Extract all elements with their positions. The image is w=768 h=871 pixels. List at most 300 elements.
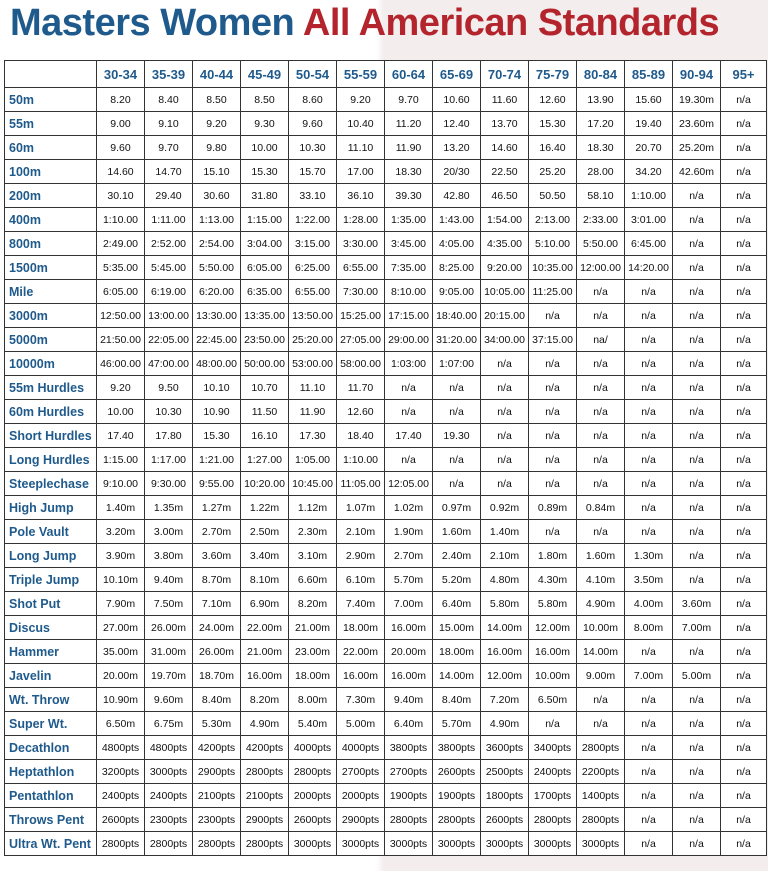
standard-cell: 1:10.00 — [337, 448, 385, 472]
standard-cell: 9:30.00 — [145, 472, 193, 496]
standard-cell: 9.40m — [385, 688, 433, 712]
event-name: Super Wt. — [5, 712, 97, 736]
standard-cell: n/a — [721, 592, 767, 616]
standard-cell: 10.70 — [241, 376, 289, 400]
standard-cell: 2800pts — [289, 760, 337, 784]
standard-cell: 19.30m — [673, 88, 721, 112]
standard-cell: n/a — [433, 376, 481, 400]
standard-cell: 2600pts — [481, 808, 529, 832]
standard-cell: 31.80 — [241, 184, 289, 208]
standard-cell: n/a — [625, 376, 673, 400]
standard-cell: 9.20 — [97, 376, 145, 400]
age-group-header: 75-79 — [529, 61, 577, 88]
standard-cell: 7.30m — [337, 688, 385, 712]
standard-cell: n/a — [673, 784, 721, 808]
standard-cell: 24.00m — [193, 616, 241, 640]
standard-cell: n/a — [673, 640, 721, 664]
standard-cell: 5:50.00 — [577, 232, 625, 256]
standard-cell: n/a — [673, 328, 721, 352]
standard-cell: 9:05.00 — [433, 280, 481, 304]
standard-cell: n/a — [721, 88, 767, 112]
standard-cell: 50:00.00 — [241, 352, 289, 376]
event-name: 1500m — [5, 256, 97, 280]
standard-cell: 29:00.00 — [385, 328, 433, 352]
standard-cell: 2100pts — [193, 784, 241, 808]
standard-cell: 7.00m — [625, 664, 673, 688]
standard-cell: 5.00m — [673, 664, 721, 688]
standard-cell: 3.20m — [97, 520, 145, 544]
standard-cell: 20/30 — [433, 160, 481, 184]
table-row — [5, 808, 767, 832]
standard-cell: 3800pts — [433, 736, 481, 760]
standard-cell: n/a — [577, 688, 625, 712]
table-row — [5, 280, 767, 304]
event-name: Wt. Throw — [5, 688, 97, 712]
standard-cell: n/a — [529, 712, 577, 736]
standard-cell: n/a — [577, 304, 625, 328]
standard-cell: 1.22m — [241, 496, 289, 520]
standard-cell: 8.60 — [289, 88, 337, 112]
standard-cell: n/a — [721, 808, 767, 832]
standard-cell: 27.00m — [97, 616, 145, 640]
standard-cell: 28.00 — [577, 160, 625, 184]
standard-cell: 22.50 — [481, 160, 529, 184]
standard-cell: 14.00m — [577, 640, 625, 664]
standard-cell: n/a — [481, 424, 529, 448]
standard-cell: 14:20.00 — [625, 256, 673, 280]
standard-cell: 13.90 — [577, 88, 625, 112]
standard-cell: n/a — [529, 400, 577, 424]
event-name: 10000m — [5, 352, 97, 376]
standard-cell: n/a — [721, 688, 767, 712]
standard-cell: 4200pts — [193, 736, 241, 760]
standard-cell: n/a — [385, 376, 433, 400]
standard-cell: 31:20.00 — [433, 328, 481, 352]
standard-cell: 8.40m — [193, 688, 241, 712]
standard-cell: 1:35.00 — [385, 208, 433, 232]
title-part-red: All American Standards — [302, 2, 720, 44]
standard-cell: n/a — [625, 640, 673, 664]
standard-cell: 10.30 — [289, 136, 337, 160]
standard-cell: n/a — [625, 832, 673, 856]
standard-cell: n/a — [673, 424, 721, 448]
standard-cell: 2600pts — [433, 760, 481, 784]
standard-cell: 12.00m — [529, 616, 577, 640]
standard-cell: 2800pts — [529, 808, 577, 832]
standard-cell: 8:25.00 — [433, 256, 481, 280]
standard-cell: 5.20m — [433, 568, 481, 592]
standard-cell: n/a — [721, 472, 767, 496]
standard-cell: 5.80m — [481, 592, 529, 616]
standard-cell: 11.10 — [337, 136, 385, 160]
age-group-header: 30-34 — [97, 61, 145, 88]
standard-cell: 17:15.00 — [385, 304, 433, 328]
standard-cell: n/a — [721, 400, 767, 424]
standard-cell: 3.50m — [625, 568, 673, 592]
standard-cell: 0.97m — [433, 496, 481, 520]
standard-cell: 10.90m — [97, 688, 145, 712]
standard-cell: 9.80 — [193, 136, 241, 160]
standard-cell: 6:19.00 — [145, 280, 193, 304]
standard-cell: 11.50 — [241, 400, 289, 424]
table-row — [5, 112, 767, 136]
standard-cell: 50.50 — [529, 184, 577, 208]
standard-cell: n/a — [721, 256, 767, 280]
standard-cell: n/a — [625, 784, 673, 808]
event-name: 55m Hurdles — [5, 376, 97, 400]
table-row — [5, 304, 767, 328]
standard-cell: 25.20m — [673, 136, 721, 160]
standard-cell: 25:20.00 — [289, 328, 337, 352]
standard-cell: 15.30 — [193, 424, 241, 448]
standard-cell: 2.70m — [193, 520, 241, 544]
standard-cell: n/a — [673, 256, 721, 280]
standard-cell: 8.20m — [289, 592, 337, 616]
standard-cell: 10:45.00 — [289, 472, 337, 496]
standard-cell: 6:55.00 — [289, 280, 337, 304]
standard-cell: 22.00m — [337, 640, 385, 664]
standard-cell: 18:40.00 — [433, 304, 481, 328]
standard-cell: 1:15.00 — [97, 448, 145, 472]
age-group-header: 50-54 — [289, 61, 337, 88]
standard-cell: 4800pts — [145, 736, 193, 760]
standard-cell: 2.30m — [289, 520, 337, 544]
standard-cell: 34:00.00 — [481, 328, 529, 352]
standard-cell: 5:35.00 — [97, 256, 145, 280]
standard-cell: 7.00m — [385, 592, 433, 616]
standard-cell: 9.70 — [145, 136, 193, 160]
standard-cell: n/a — [673, 808, 721, 832]
table-row — [5, 208, 767, 232]
standard-cell: 20.70 — [625, 136, 673, 160]
standard-cell: 3200pts — [97, 760, 145, 784]
standard-cell: 2:52.00 — [145, 232, 193, 256]
standard-cell: n/a — [721, 136, 767, 160]
standard-cell: n/a — [673, 760, 721, 784]
standard-cell: n/a — [673, 208, 721, 232]
standard-cell: 9.70 — [385, 88, 433, 112]
event-name: Triple Jump — [5, 568, 97, 592]
standard-cell: 1.40m — [97, 496, 145, 520]
standard-cell: 16.40 — [529, 136, 577, 160]
standard-cell: 4.90m — [577, 592, 625, 616]
standard-cell: n/a — [721, 832, 767, 856]
standard-cell: 16.00m — [385, 616, 433, 640]
standard-cell: 3000pts — [577, 832, 625, 856]
table-row — [5, 616, 767, 640]
standard-cell: n/a — [673, 352, 721, 376]
standard-cell: n/a — [577, 376, 625, 400]
standard-cell: 3.00m — [145, 520, 193, 544]
standard-cell: n/a — [625, 688, 673, 712]
event-name: 50m — [5, 88, 97, 112]
table-row — [5, 568, 767, 592]
standard-cell: 1:27.00 — [241, 448, 289, 472]
table-row — [5, 472, 767, 496]
table-row — [5, 520, 767, 544]
standard-cell: n/a — [673, 736, 721, 760]
standard-cell: 3600pts — [481, 736, 529, 760]
standard-cell: 14.60 — [481, 136, 529, 160]
standard-cell: n/a — [625, 424, 673, 448]
header-row — [5, 61, 767, 88]
standard-cell: 1.90m — [385, 520, 433, 544]
table-row — [5, 136, 767, 160]
standard-cell: 47:00.00 — [145, 352, 193, 376]
standard-cell: n/a — [673, 448, 721, 472]
standard-cell: 12:50.00 — [97, 304, 145, 328]
standard-cell: n/a — [721, 496, 767, 520]
standard-cell: 3.10m — [289, 544, 337, 568]
event-name: Steeplechase — [5, 472, 97, 496]
standard-cell: n/a — [721, 232, 767, 256]
standard-cell: 13:00.00 — [145, 304, 193, 328]
standard-cell: 1400pts — [577, 784, 625, 808]
standard-cell: 9:55.00 — [193, 472, 241, 496]
standard-cell: 9.20 — [193, 112, 241, 136]
page-title — [0, 0, 768, 52]
table-row — [5, 256, 767, 280]
standard-cell: n/a — [721, 352, 767, 376]
standard-cell: 5:45.00 — [145, 256, 193, 280]
standard-cell: 11.10 — [289, 376, 337, 400]
standard-cell: 1700pts — [529, 784, 577, 808]
standard-cell: 4200pts — [241, 736, 289, 760]
standard-cell: 58.10 — [577, 184, 625, 208]
standard-cell: 18.30 — [385, 160, 433, 184]
standard-cell: n/a — [673, 280, 721, 304]
standard-cell: 2600pts — [289, 808, 337, 832]
standard-cell: 2:49.00 — [97, 232, 145, 256]
standard-cell: 14.00m — [481, 616, 529, 640]
table-row — [5, 424, 767, 448]
standard-cell: n/a — [385, 448, 433, 472]
standard-cell: 2000pts — [337, 784, 385, 808]
standard-cell: n/a — [673, 184, 721, 208]
standard-cell: n/a — [577, 280, 625, 304]
standard-cell: 12:05.00 — [385, 472, 433, 496]
standard-cell: 2300pts — [145, 808, 193, 832]
standard-cell: n/a — [673, 520, 721, 544]
standard-cell: 4:05.00 — [433, 232, 481, 256]
standard-cell: 4.90m — [241, 712, 289, 736]
standard-cell: n/a — [673, 232, 721, 256]
standard-cell: n/a — [625, 400, 673, 424]
standard-cell: n/a — [721, 424, 767, 448]
standard-cell: n/a — [673, 688, 721, 712]
title-part-blue: Masters Women — [10, 2, 295, 44]
event-name: Pentathlon — [5, 784, 97, 808]
standard-cell: 3800pts — [385, 736, 433, 760]
event-name: Mile — [5, 280, 97, 304]
standard-cell: 1:17.00 — [145, 448, 193, 472]
standard-cell: 15:25.00 — [337, 304, 385, 328]
standard-cell: n/a — [481, 448, 529, 472]
standard-cell: 5.70m — [385, 568, 433, 592]
standard-cell: n/a — [721, 784, 767, 808]
standard-cell: 14.70 — [145, 160, 193, 184]
standard-cell: 2700pts — [337, 760, 385, 784]
standard-cell: n/a — [625, 328, 673, 352]
event-name: Throws Pent — [5, 808, 97, 832]
standard-cell: 16.00m — [481, 640, 529, 664]
standard-cell: 5.70m — [433, 712, 481, 736]
standard-cell: 4:35.00 — [481, 232, 529, 256]
standard-cell: 10.10 — [193, 376, 241, 400]
standard-cell: n/a — [481, 472, 529, 496]
standard-cell: 10.00m — [529, 664, 577, 688]
standard-cell: n/a — [721, 376, 767, 400]
standard-cell: 4000pts — [337, 736, 385, 760]
standard-cell: n/a — [673, 712, 721, 736]
standard-cell: 58:00.00 — [337, 352, 385, 376]
standard-cell: 7.10m — [193, 592, 241, 616]
standard-cell: 8.10m — [241, 568, 289, 592]
standard-cell: n/a — [625, 448, 673, 472]
standard-cell: 3:01.00 — [625, 208, 673, 232]
standard-cell: 16.00m — [529, 640, 577, 664]
standard-cell: 1:22.00 — [289, 208, 337, 232]
age-group-header: 60-64 — [385, 61, 433, 88]
standard-cell: 17.80 — [145, 424, 193, 448]
standard-cell: 5.40m — [289, 712, 337, 736]
standard-cell: 1.12m — [289, 496, 337, 520]
standard-cell: 4.90m — [481, 712, 529, 736]
standard-cell: 11.90 — [289, 400, 337, 424]
standard-cell: 18.40 — [337, 424, 385, 448]
standard-cell: 10.40 — [337, 112, 385, 136]
event-name: 5000m — [5, 328, 97, 352]
standard-cell: n/a — [385, 400, 433, 424]
standard-cell: 2:54.00 — [193, 232, 241, 256]
standard-cell: 2:13.00 — [529, 208, 577, 232]
standard-cell: 3400pts — [529, 736, 577, 760]
standard-cell: n/a — [673, 376, 721, 400]
standard-cell: 10:20.00 — [241, 472, 289, 496]
standard-cell: n/a — [721, 736, 767, 760]
standard-cell: 22.00m — [241, 616, 289, 640]
standard-cell: 16.10 — [241, 424, 289, 448]
standard-cell: 1.07m — [337, 496, 385, 520]
standard-cell: n/a — [625, 520, 673, 544]
table-row — [5, 88, 767, 112]
standard-cell: 8.20m — [241, 688, 289, 712]
standard-cell: 11:25.00 — [529, 280, 577, 304]
standard-cell: 11:05.00 — [337, 472, 385, 496]
standard-cell: 4.80m — [481, 568, 529, 592]
standard-cell: 2.90m — [337, 544, 385, 568]
event-name: Ultra Wt. Pent — [5, 832, 97, 856]
standard-cell: 15.30 — [241, 160, 289, 184]
table-row — [5, 184, 767, 208]
standard-cell: 5.30m — [193, 712, 241, 736]
standard-cell: 2400pts — [145, 784, 193, 808]
standard-cell: 22:05.00 — [145, 328, 193, 352]
standard-cell: 2900pts — [337, 808, 385, 832]
standard-cell: na/ — [577, 328, 625, 352]
event-name: Short Hurdles — [5, 424, 97, 448]
standard-cell: 9.60 — [97, 136, 145, 160]
event-name: 55m — [5, 112, 97, 136]
standard-cell: 8:10.00 — [385, 280, 433, 304]
standard-cell: 46:00.00 — [97, 352, 145, 376]
standard-cell: 2100pts — [241, 784, 289, 808]
standard-cell: n/a — [625, 736, 673, 760]
standard-cell: n/a — [721, 112, 767, 136]
standard-cell: 17.40 — [97, 424, 145, 448]
standard-cell: 8.70m — [193, 568, 241, 592]
table-row — [5, 376, 767, 400]
standard-cell: 10:05.00 — [481, 280, 529, 304]
standard-cell: 18.70m — [193, 664, 241, 688]
standard-cell: 3:04.00 — [241, 232, 289, 256]
table-row — [5, 784, 767, 808]
age-group-header: 55-59 — [337, 61, 385, 88]
standard-cell: 2900pts — [241, 808, 289, 832]
table-row — [5, 352, 767, 376]
standard-cell: 2700pts — [385, 760, 433, 784]
standard-cell: 23.60m — [673, 112, 721, 136]
standard-cell: n/a — [721, 712, 767, 736]
standard-cell: 2800pts — [577, 736, 625, 760]
standard-cell: 2.70m — [385, 544, 433, 568]
standard-cell: 2900pts — [193, 760, 241, 784]
standard-cell: 8.00m — [625, 616, 673, 640]
standard-cell: n/a — [721, 184, 767, 208]
standard-cell: 16.00m — [241, 664, 289, 688]
standard-cell: 21.00m — [241, 640, 289, 664]
standard-cell: 0.84m — [577, 496, 625, 520]
standard-cell: n/a — [721, 616, 767, 640]
standard-cell: n/a — [625, 496, 673, 520]
standard-cell: n/a — [721, 208, 767, 232]
standard-cell: 53:00.00 — [289, 352, 337, 376]
standard-cell: 12.00m — [481, 664, 529, 688]
standard-cell: 19.30 — [433, 424, 481, 448]
standard-cell: 3.80m — [145, 544, 193, 568]
standard-cell: 42.60m — [673, 160, 721, 184]
standard-cell: 6.60m — [289, 568, 337, 592]
standard-cell: 10.90 — [193, 400, 241, 424]
standard-cell: 3000pts — [385, 832, 433, 856]
standard-cell: 10:35.00 — [529, 256, 577, 280]
standard-cell: 1.30m — [625, 544, 673, 568]
event-name: 100m — [5, 160, 97, 184]
age-group-header: 85-89 — [625, 61, 673, 88]
standard-cell: n/a — [625, 304, 673, 328]
table-row — [5, 640, 767, 664]
standard-cell: 20.00m — [97, 664, 145, 688]
standard-cell: 5.80m — [529, 592, 577, 616]
table-row — [5, 712, 767, 736]
table-row — [5, 832, 767, 856]
standard-cell: 3000pts — [481, 832, 529, 856]
standard-cell: 7.00m — [673, 616, 721, 640]
standard-cell: 10.00 — [241, 136, 289, 160]
standard-cell: 13.70 — [481, 112, 529, 136]
table-row — [5, 160, 767, 184]
standard-cell: n/a — [529, 424, 577, 448]
standard-cell: n/a — [529, 376, 577, 400]
standard-cell: 1.60m — [433, 520, 481, 544]
standard-cell: n/a — [673, 472, 721, 496]
standard-cell: 12.60 — [529, 88, 577, 112]
standard-cell: 15.10 — [193, 160, 241, 184]
standard-cell: 36.10 — [337, 184, 385, 208]
standard-cell: 2800pts — [241, 760, 289, 784]
standard-cell: n/a — [625, 808, 673, 832]
standard-cell: 2.50m — [241, 520, 289, 544]
